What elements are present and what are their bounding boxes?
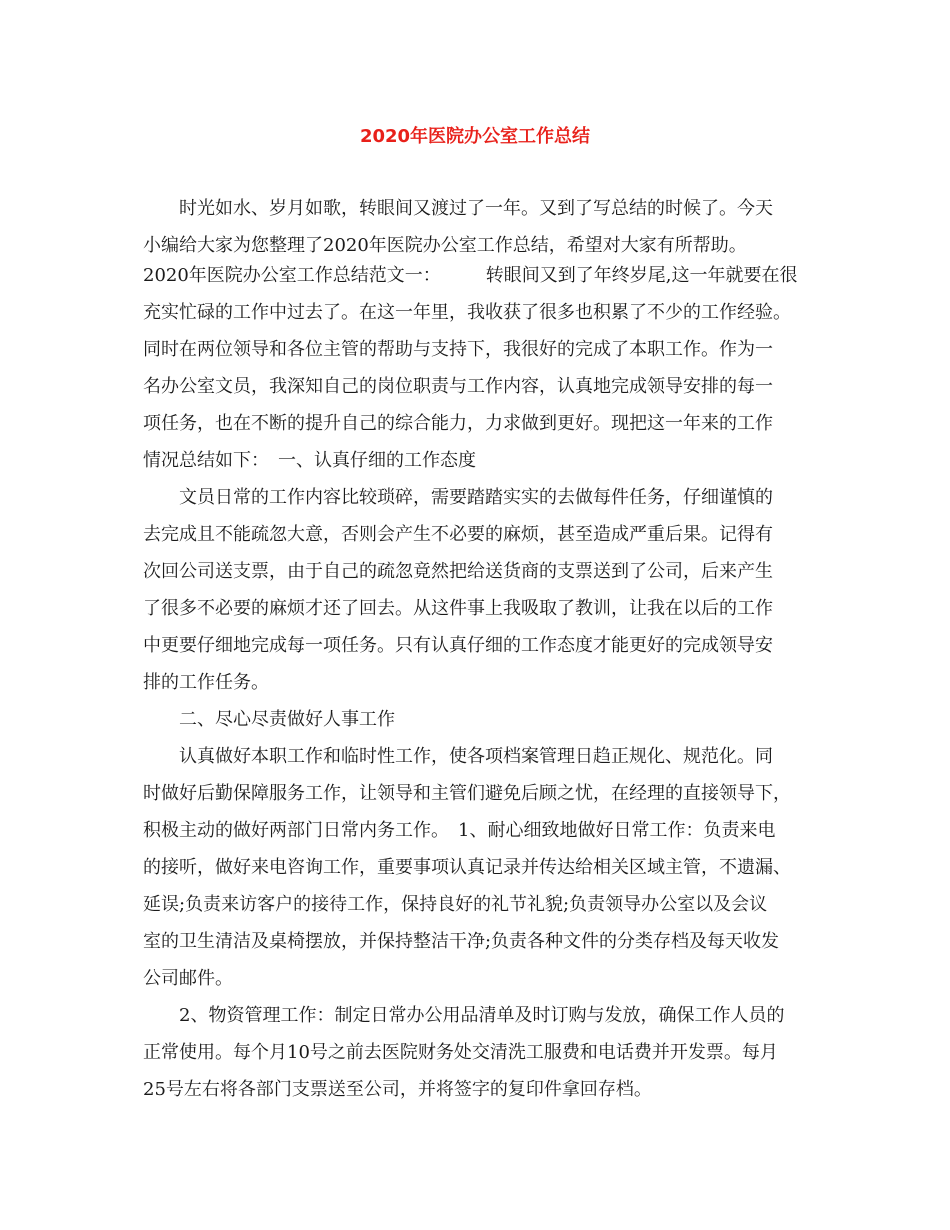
body-line: 的接听，做好来电咨询工作，重要事项认真记录并传达给相关区域主管，不遗漏、: [143, 857, 791, 878]
body-line: 2、物资管理工作：制定日常办公用品清单及时订购与发放，确保工作人员的: [179, 1005, 785, 1026]
body-line: 同时在两位领导和各位主管的帮助与支持下，我很好的完成了本职工作。作为一: [143, 339, 773, 360]
body-line: 25号左右将各部门支票送至公司，并将签字的复印件拿回存档。: [143, 1079, 652, 1100]
body-line: 积极主动的做好两部门日常内务工作。 1、耐心细致地做好日常工作：负责来电: [143, 820, 776, 841]
body-line: 次回公司送支票，由于自己的疏忽竟然把给送货商的支票送到了公司，后来产生: [143, 561, 773, 582]
body-line: 时做好后勤保障服务工作，让领导和主管们避免后顾之忧，在经理的直接领导下，: [143, 783, 791, 804]
body-line: 情况总结如下： 一、认真仔细的工作态度: [143, 450, 476, 471]
body-line: 正常使用。每个月10号之前去医院财务处交清洗工服费和电话费并开发票。每月: [143, 1042, 778, 1063]
body-line: 项任务，也在不断的提升自己的综合能力，力求做到更好。现把这一年来的工作: [143, 413, 773, 434]
body-line: 公司邮件。: [143, 968, 233, 989]
body-line: 2020年医院办公室工作总结范文一： 转眼间又到了年终岁尾,这一年就要在很: [143, 265, 798, 286]
body-line: 排的工作任务。: [143, 672, 269, 693]
body-line: 小编给大家为您整理了2020年医院办公室工作总结，希望对大家有所帮助。: [143, 235, 747, 256]
body-line: 去完成且不能疏忽大意，否则会产生不必要的麻烦，甚至造成严重后果。记得有: [143, 524, 773, 545]
body-line: 了很多不必要的麻烦才还了回去。从这件事上我吸取了教训，让我在以后的工作: [143, 598, 773, 619]
body-line: 室的卫生清洁及桌椅摆放，并保持整洁干净;负责各种文件的分类存档及每天收发: [143, 931, 780, 952]
body-line: 名办公室文员，我深知自己的岗位职责与工作内容，认真地完成领导安排的每一: [143, 376, 773, 397]
section-heading: 二、尽心尽责做好人事工作: [179, 709, 395, 730]
body-line: 时光如水、岁月如歌，转眼间又渡过了一年。又到了写总结的时候了。今天: [179, 198, 773, 219]
document-title: 2020年医院办公室工作总结: [359, 126, 591, 147]
body-line: 充实忙碌的工作中过去了。在这一年里，我收获了很多也积累了不少的工作经验。: [143, 302, 791, 323]
body-line: 认真做好本职工作和临时性工作，使各项档案管理日趋正规化、规范化。同: [179, 746, 773, 767]
body-line: 文员日常的工作内容比较琐碎，需要踏踏实实的去做每件任务，仔细谨慎的: [179, 487, 773, 508]
body-line: 中更要仔细地完成每一项任务。只有认真仔细的工作态度才能更好的完成领导安: [143, 635, 773, 656]
body-line: 延误;负责来访客户的接待工作，保持良好的礼节礼貌;负责领导办公室以及会议: [143, 894, 768, 915]
